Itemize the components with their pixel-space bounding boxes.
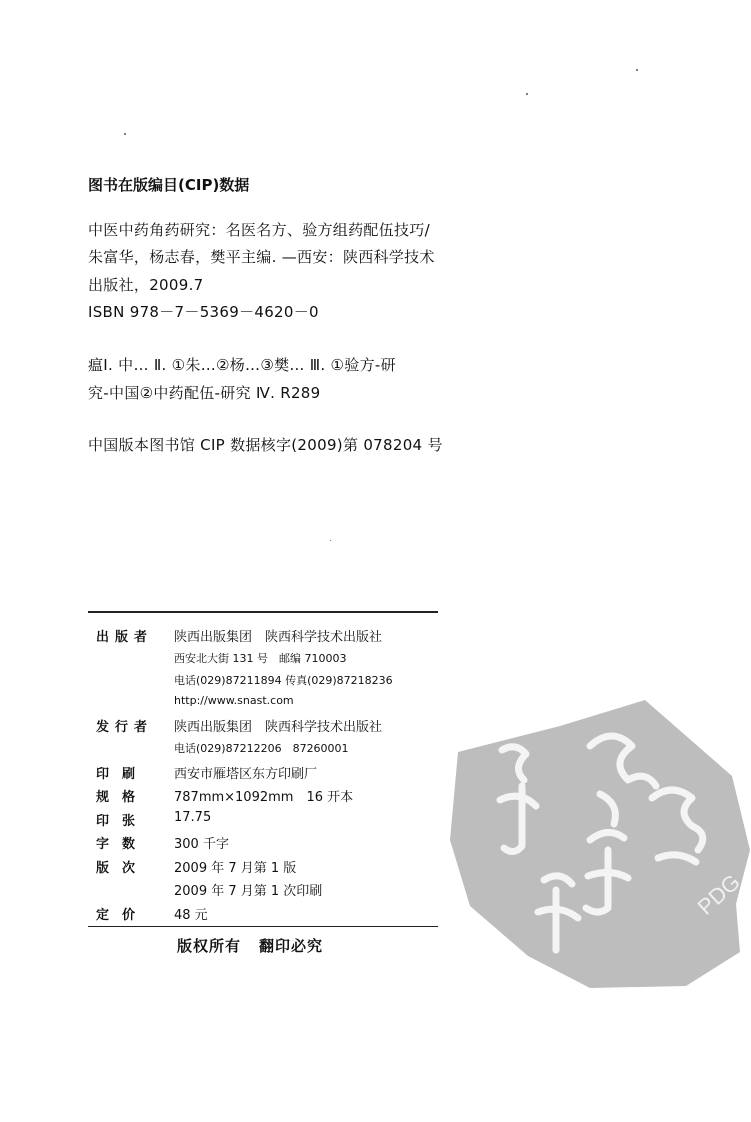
copyright-left: 版权所有: [177, 937, 242, 955]
edition-value: 2009 年 7 月第 1 版: [174, 861, 297, 876]
cip-record-line: 朱富华，杨志春，樊平主编. —西安：陕西科学技术: [88, 248, 435, 266]
cip-record-line: 中医中药角药研究：名医名方、验方组药配伍技巧/: [88, 221, 430, 239]
cip-subject-line: 瘟Ⅰ. 中… Ⅱ. ①朱…②杨…③樊… Ⅲ. ①验方-研: [88, 356, 396, 374]
printing-value: 2009 年 7 月第 1 次印刷: [174, 884, 323, 899]
scan-speck: [526, 93, 528, 95]
scan-speck: [330, 540, 331, 541]
imprint-bottom-rule: [88, 926, 438, 927]
publisher-name: 陕西出版集团 陕西科学技术出版社: [174, 630, 383, 645]
scan-speck: [636, 69, 638, 71]
copyright-right: 翻印必究: [259, 937, 324, 955]
seal-pdg-text: PDG: [692, 869, 745, 920]
cip-subject-line: 究-中国②中药配伍-研究 Ⅳ. R289: [88, 384, 321, 402]
cip-record-line: 出版社，2009.7: [88, 276, 204, 294]
price-value: 48 元: [174, 908, 208, 923]
publisher-address: 西安北大街 131 号 邮编 710003: [174, 652, 347, 665]
distributor-name: 陕西出版集团 陕西科学技术出版社: [174, 720, 383, 735]
price-label: 定 价: [96, 908, 136, 923]
scan-speck: [124, 133, 126, 135]
format-value: 787mm×1092mm 16 开本: [174, 790, 354, 805]
publisher-web: http://www.snast.com: [174, 694, 294, 707]
publisher-label: 出版者: [96, 630, 154, 645]
words-value: 300 千字: [174, 837, 229, 852]
cip-heading: 图书在版编目(CIP)数据: [88, 176, 250, 194]
edition-label: 版 次: [96, 861, 136, 876]
distributor-phone: 电话(029)87212206 87260001: [174, 742, 349, 755]
sheets-label: 印 张: [96, 814, 136, 829]
printer-value: 西安市雁塔区东方印刷厂: [174, 767, 318, 782]
publisher-phone: 电话(029)87211894 传真(029)87218236: [174, 674, 393, 687]
printer-label: 印 刷: [96, 767, 136, 782]
copyright-notice: [177, 935, 323, 956]
cip-library-number: 中国版本图书馆 CIP 数据核字(2009)第 078204 号: [88, 436, 443, 454]
format-label: 规 格: [96, 790, 136, 805]
pdg-seal-watermark: [440, 690, 751, 990]
cip-isbn: ISBN 978－7－5369－4620－0: [88, 303, 319, 321]
words-label: 字 数: [96, 837, 136, 852]
sheets-value: 17.75: [174, 810, 212, 825]
imprint-top-rule: [88, 611, 438, 613]
distributor-label: 发行者: [96, 720, 154, 735]
